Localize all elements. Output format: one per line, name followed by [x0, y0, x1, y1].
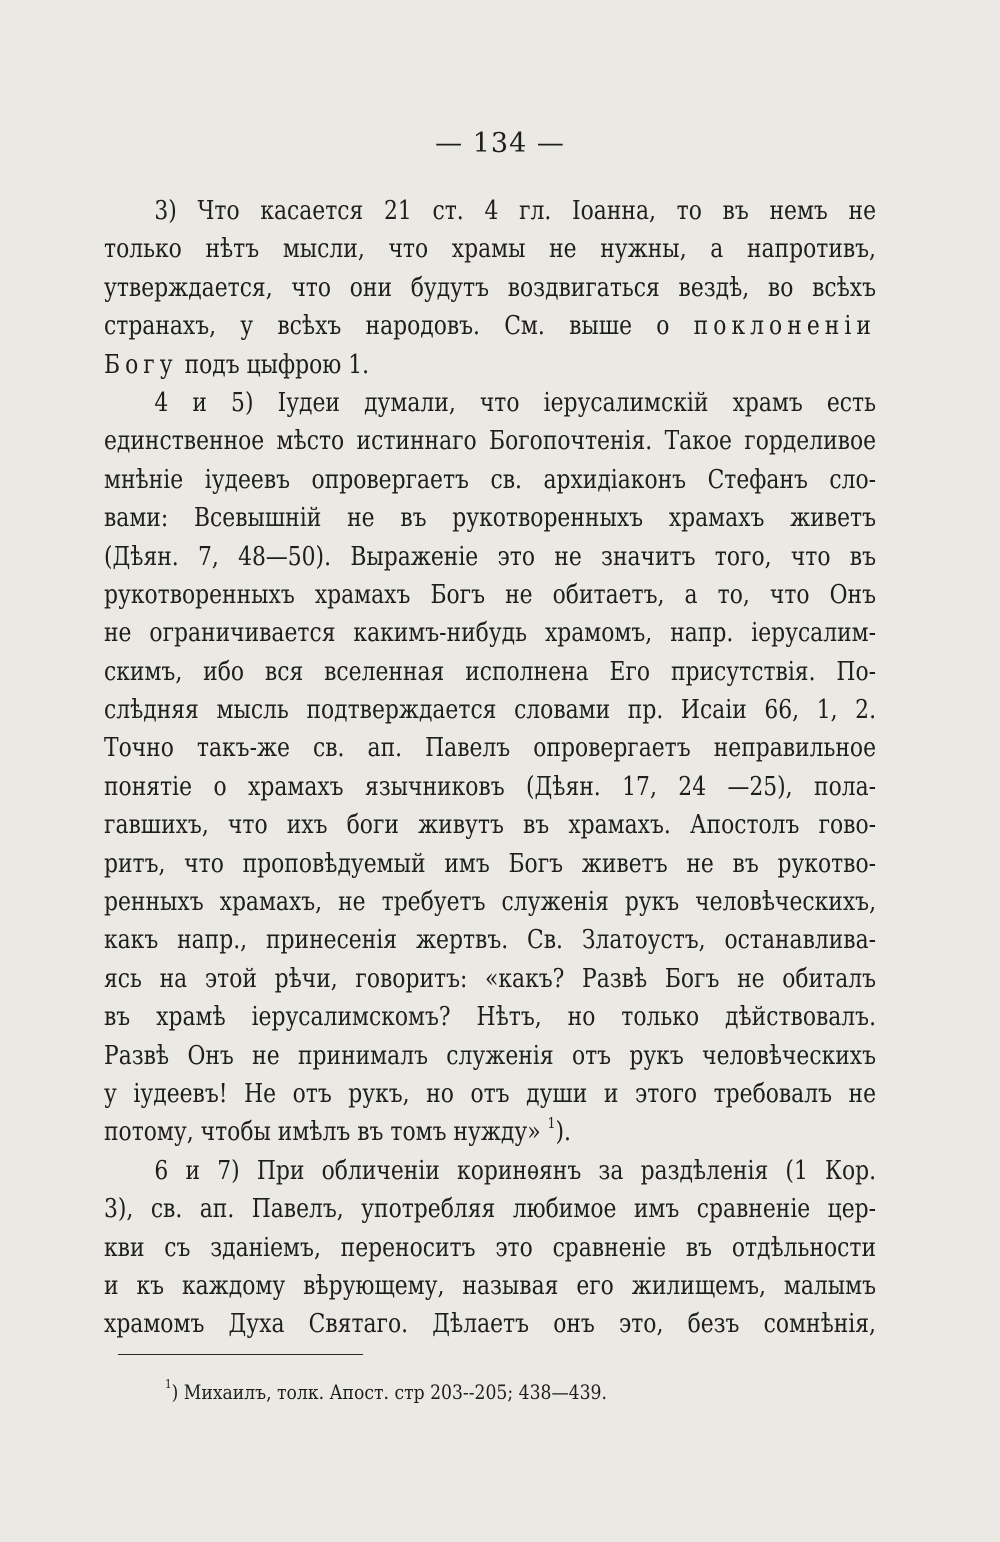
body-text — [104, 192, 876, 1344]
text-line: ритъ, что проповѣдуемый имъ Богъ живетъ не въ рукотво- — [104, 848, 877, 879]
text-line — [104, 307, 876, 345]
text-line: храмомъ Духа Святаго. Дѣлаетъ онъ это, безъ сомнѣнія, — [104, 1309, 877, 1340]
text-line: гавшихъ, что ихъ боги живутъ въ храмахъ. Апостолъ гово- — [104, 810, 877, 841]
text-line: вами: Всевышній не въ рукотворенныхъ храмахъ живетъ — [104, 503, 877, 534]
text-line: скимъ, ибо вся вселенная исполнена Его присутствія. По- — [104, 656, 877, 687]
footnote-divider — [118, 1354, 363, 1355]
footnote-text: ) Михаилъ, толк. Апост. стр 203--205; 438—439. — [171, 1380, 607, 1404]
page-number: — 134 — — [435, 128, 565, 159]
text-line: 3), св. ап. Павелъ, употребляя любимое имъ сравненіе цер- — [104, 1194, 877, 1225]
text-line: ренныхъ храмахъ, не требуетъ служенія рукъ человѣческихъ, — [104, 887, 877, 918]
text-line: только нѣтъ мысли, что храмы не нужны, а напротивъ, — [104, 234, 877, 265]
text-line: не ограничивается какимъ-нибудь храмомъ, напр. іерусалим- — [104, 618, 877, 649]
spaced-word: поклоненіи — [693, 311, 877, 342]
text-line: 3) Что касается 21 ст. 4 гл. Іоанна, то въ немъ не — [154, 196, 877, 226]
footnote — [165, 1377, 607, 1404]
text-line: 6 и 7) При обличеніи коринѳянъ за раздѣленія (1 Кор. — [154, 1155, 877, 1186]
text-line: Точно такъ-же св. ап. Павелъ опровергаетъ неправильное — [104, 733, 877, 764]
text-fragment: подъ цыфрою 1. — [184, 349, 370, 380]
text-line: 4 и 5) Іудеи думали, что іерусалимскій храмъ есть — [154, 387, 877, 418]
text-line: слѣдняя мысль подтверждается словами пр. Исаіи 66, 1, 2. — [104, 695, 877, 726]
footnote-ref: 1 — [547, 1113, 556, 1132]
text-line — [104, 1113, 752, 1151]
text-fragment: странахъ, у всѣхъ народовъ. См. выше о — [104, 311, 670, 342]
text-line: (Дѣян. 7, 48—50). Выраженіе это не значитъ того, что въ — [104, 541, 877, 572]
footnote-marker: 1 — [165, 1377, 172, 1392]
text-line: кви съ зданіемъ, переноситъ это сравненіе въ отдѣльности — [104, 1232, 877, 1263]
text-line: единственное мѣсто истиннаго Богопочтенія. Такое горделивое — [104, 426, 877, 457]
text-line: и къ каждому вѣрующему, называя его жилищемъ, малымъ — [104, 1270, 877, 1301]
text-line — [104, 346, 752, 384]
text-line: мнѣніе іудеевъ опровергаетъ св. архидіаконъ Стефанъ сло- — [104, 464, 877, 495]
text-fragment: потому, чтобы имѣлъ въ томъ нужду» — [104, 1117, 541, 1148]
text-line: утверждается, что они будутъ воздвигаться вездѣ, во всѣхъ — [104, 272, 877, 303]
text-line: рукотворенныхъ храмахъ Богъ не обитаетъ, а то, что Онъ — [104, 579, 877, 610]
text-line: какъ напр., принесенія жертвъ. Св. Златоустъ, останавлива- — [104, 925, 877, 956]
text-line: понятіе о храмахъ язычниковъ (Дѣян. 17, 24 —25), пола- — [104, 771, 877, 802]
text-line: Развѣ Онъ не принималъ служенія отъ рукъ человѣческихъ — [104, 1040, 877, 1071]
text-line: въ храмѣ іерусалимскомъ? Нѣтъ, но только дѣйствовалъ. — [104, 1002, 877, 1033]
text-line: у іудеевъ! Не отъ рукъ, но отъ души и этого требовалъ не — [104, 1078, 877, 1109]
spaced-word: Богу — [104, 349, 178, 380]
text-fragment: ). — [555, 1117, 572, 1148]
text-line: ясь на этой рѣчи, говоритъ: «какъ? Развѣ Богъ не обиталъ — [104, 963, 877, 994]
